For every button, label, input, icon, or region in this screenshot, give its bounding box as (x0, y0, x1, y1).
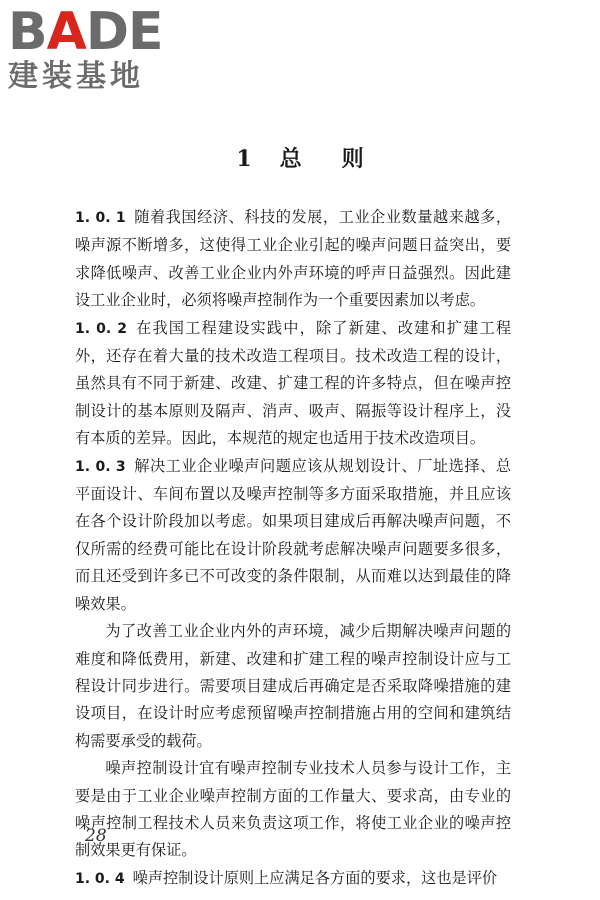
paragraph-text: 为了改善工业企业内外的声环境，减少后期解决噪声问题的难度和降低费用，新建、改建和扩建工程的噪声控制设计应与工程设计同步进行。需要项目建成后再确定是否采取降噪措施的建设项目，在设计时应考虑预留噪声控制措施占用的空间和建筑结构需要承受的载荷。 (75, 622, 511, 750)
clause-number: 1. 0. 4 (75, 870, 125, 887)
paragraph-text: 在我国工程建设实践中，除了新建、改建和扩建工程外，还存在着大量的技术改造工程项目。技术改造工程的设计，虽然具有不同于新建、改建、扩建工程的许多特点，但在噪声控制设计的基本原则及隔声、消声、吸声、隔振等设计程序上，没有本质的差异。因此，本规范的规定也适用于技术改造项目。 (75, 318, 512, 448)
logo-subtitle: 建装基地 (8, 59, 144, 94)
clause-paragraph (75, 204, 511, 315)
paragraph-text: 解决工业企业噪声问题应该从规划设计、厂址选择、总平面设计、车间布置以及噪声控制等多方面采取措施，并且应该在各个设计阶段加以考虑。如果项目建成后再解决噪声问题，不仅所需的经费可能比在设计阶段就考虑解决噪声问题要多很多，而且还受到许多已不可改变的条件限制，从而难以达到最佳的降噪效果。 (75, 456, 512, 613)
clause-number: 1. 0. 1 (75, 210, 126, 226)
clause-number: 1. 0. 2 (75, 320, 127, 337)
paragraph-text: 噪声控制设计宜有噪声控制专业技术人员参与设计工作，主要是由于工业企业噪声控制方面的工作量大、要求高，由专业的噪声控制工程技术人员来负责这项工作，将使工业企业的噪声控制效果更有保证。 (75, 759, 511, 860)
body-paragraph (75, 755, 511, 865)
clause-paragraph (75, 315, 511, 453)
logo-letter-a: A (46, 2, 86, 62)
page-number: 28 (85, 826, 107, 846)
chapter-title (0, 144, 600, 174)
chapter-title-char-2: 则 (341, 146, 364, 172)
logo-letter-b: B (8, 2, 47, 62)
body-text (75, 204, 511, 893)
logo (8, 4, 180, 94)
logo-wordmark (8, 4, 180, 60)
chapter-number: 1 (236, 146, 252, 172)
clause-paragraph (75, 865, 511, 893)
paragraph-text: 随着我国经济、科技的发展，工业企业数量越来越多，噪声源不断增多，这使得工业企业引起的噪声问题日益突出，要求降低噪声、改善工业企业内外声环境的呼声日益强烈。因此建设工业企业时，必须将噪声控制作为一个重要因素加以考虑。 (75, 208, 512, 310)
chapter-title-char-1: 总 (279, 146, 302, 172)
clause-number: 1. 0. 3 (75, 458, 126, 475)
paragraph-text: 噪声控制设计原则上应满足各方面的要求，这也是评价 (132, 868, 498, 887)
clause-paragraph (75, 453, 511, 618)
body-paragraph (75, 618, 511, 755)
logo-letters-de: DE (85, 2, 163, 62)
